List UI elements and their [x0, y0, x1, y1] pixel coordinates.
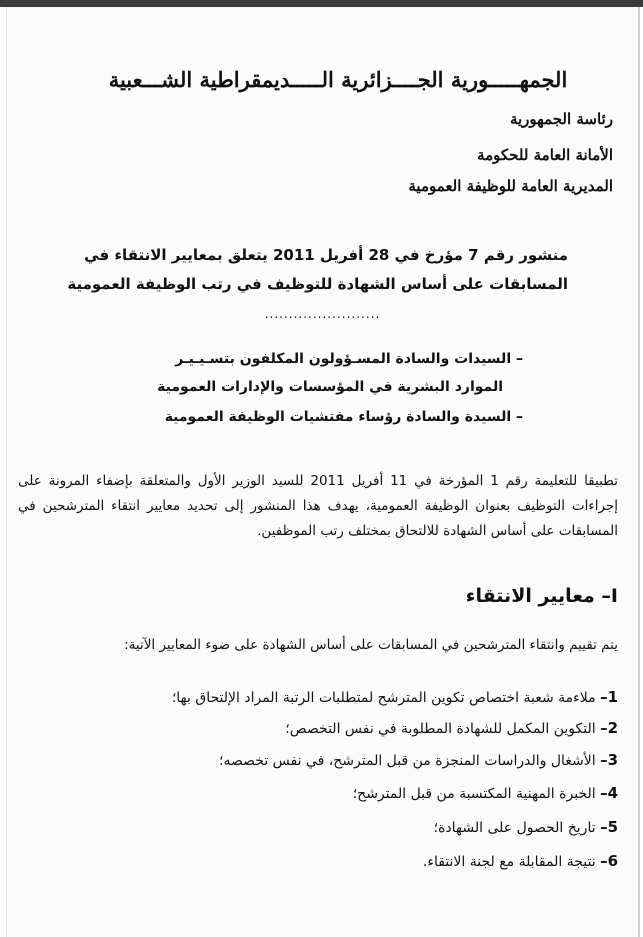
criterion-item	[434, 818, 618, 836]
criterion-number: 1–	[600, 688, 618, 706]
criterion-item	[423, 852, 618, 870]
criterion-text: الخبرة المهنية المكتسبة من قبل المترشح؛	[352, 786, 596, 802]
circular-title-line-1: منشور رقم 7 مؤرخ في 28 أفريل 2011 يتعلق بمعايير الانتقاء في	[84, 246, 568, 264]
criterion-item	[285, 719, 618, 737]
section-title: I– معايير الانتقاء	[465, 585, 618, 607]
republic-header: الجمهـــــورية الجــــزائرية الـــــديمقراطية الشـــعبية	[108, 67, 568, 92]
addressee-line-3: – السيدة والسادة رؤساء مفتشيات الوظيفة العمومية	[164, 409, 523, 425]
intro-paragraph: تطبيقا للتعليمة رقم 1 المؤرخة في 11 أفريل 2011 للسيد الوزير الأول والمتعلقة بإضفاء المرونة على إجراءات التوظيف بعنوان الوظيفة العمومية، يهدف هذا المنشور إلى تحديد معايير انتقاء المترشحين في المسابقات على أساس الشهادة للالتحاق بمختلف رتب الموظفين.	[18, 473, 618, 539]
criterion-number: 6–	[600, 852, 618, 870]
criterion-text: الأشغال والدراسات المنجزة من قبل المترشح، في نفس تخصصه؛	[219, 753, 596, 769]
criterion-text: التكوين المكمل للشهادة المطلوبة في نفس التخصص؛	[285, 721, 596, 737]
criterion-item	[172, 688, 618, 706]
section-intro: يتم تقييم وانتقاء المترشحين في المسابقات على أساس الشهادة على ضوء المعايير الآتية:	[124, 637, 618, 653]
presidency-header: رئاسة الجمهورية	[509, 110, 613, 128]
criterion-number: 4–	[600, 784, 618, 802]
directorate-header: المديرية العامة للوظيفة العمومية	[408, 177, 613, 195]
criterion-number: 5–	[600, 818, 618, 836]
criterion-number: 2–	[600, 719, 618, 737]
criterion-text: نتيجة المقابلة مع لجنة الانتقاء.	[422, 854, 596, 870]
scan-top-border	[0, 0, 643, 7]
criterion-item	[219, 751, 618, 769]
criterion-item	[353, 784, 618, 802]
document-page	[6, 7, 640, 937]
criterion-number: 3–	[600, 751, 618, 769]
general-secretariat-header: الأمانة العامة للحكومة	[477, 146, 613, 164]
circular-title	[58, 241, 568, 299]
circular-title-line-2: المسابقات على أساس الشهادة للتوظيف في رتب الوظيفة العمومية	[67, 275, 568, 293]
criterion-text: ملاءمة شعبة اختصاص تكوين المترشح لمتطلبات الرتبة المراد الإلتحاق بها؛	[171, 690, 596, 706]
addressee-line-1: – السيدات والسادة المسـؤولون المكلفون بتسـيـيـر	[175, 351, 523, 367]
addressee-line-2: الموارد البشرية في المؤسسات والإدارات العمومية	[157, 379, 503, 395]
criterion-text: تاريخ الحصول على الشهادة؛	[433, 820, 596, 836]
title-separator: ........................	[264, 307, 381, 321]
